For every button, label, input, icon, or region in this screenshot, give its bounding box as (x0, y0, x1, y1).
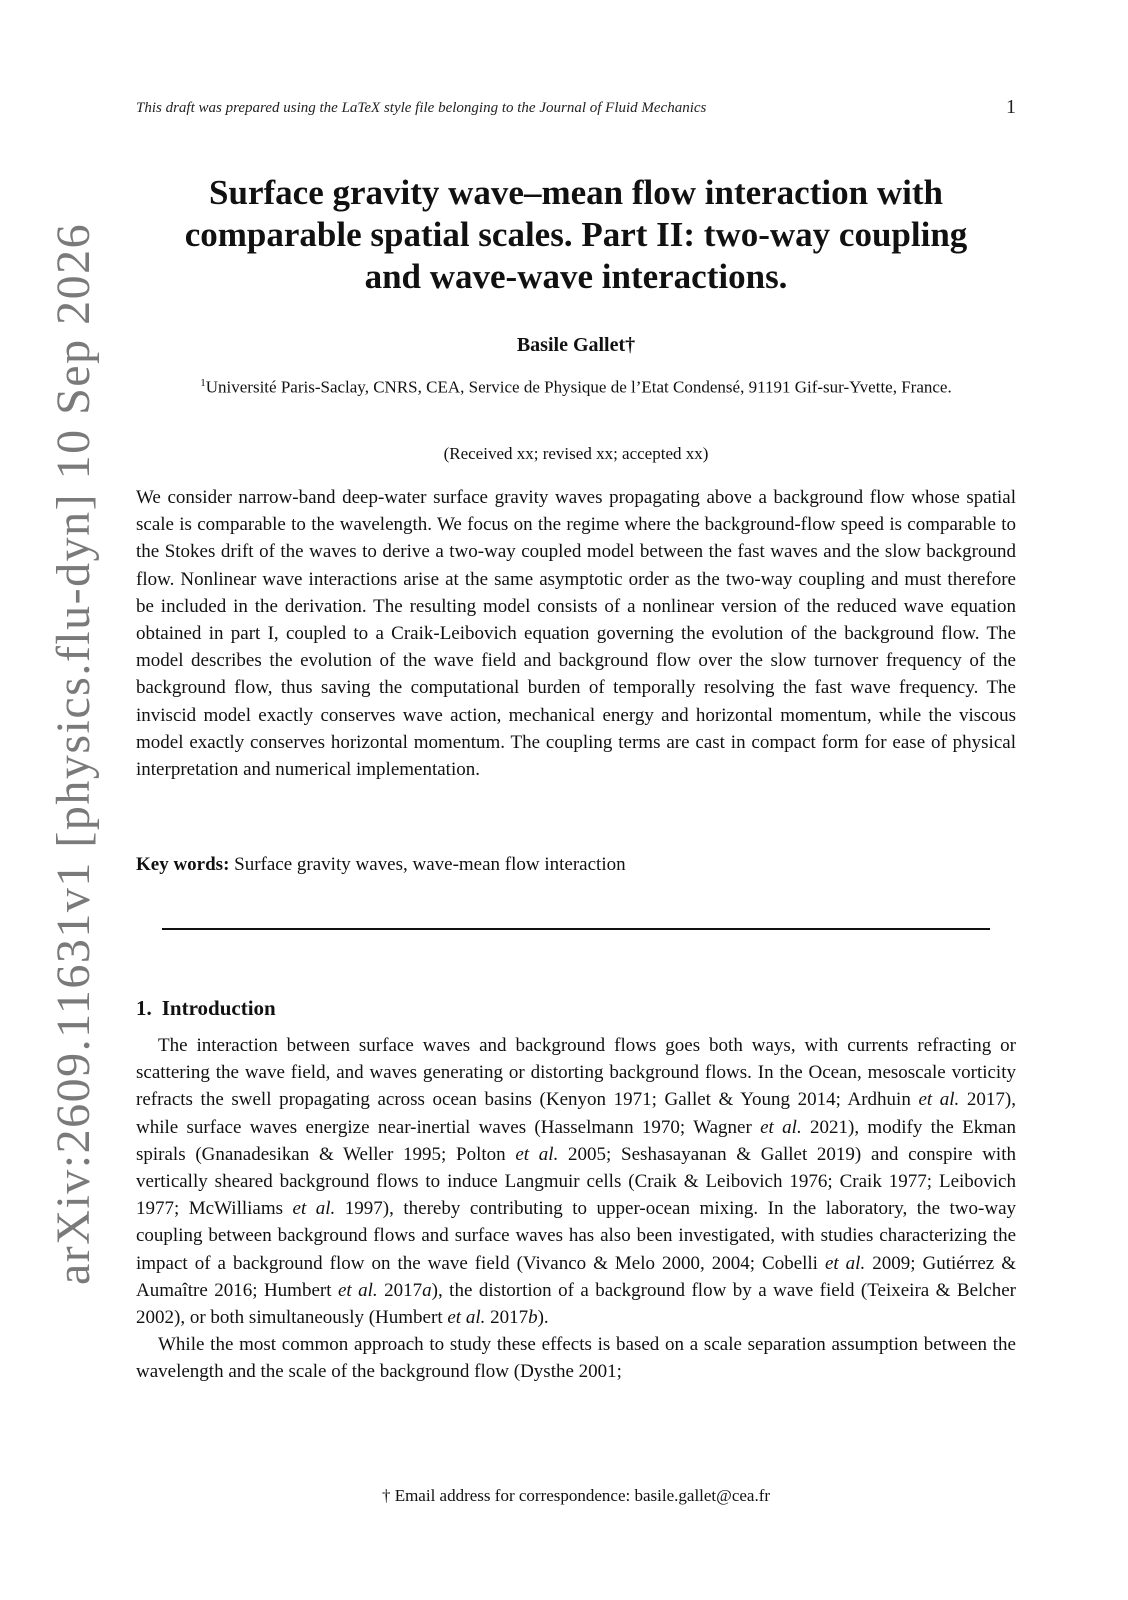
section-title: Introduction (161, 996, 276, 1020)
intro-paragraph-1 (136, 1032, 1016, 1331)
abstract-divider (162, 928, 990, 930)
citation-et-al: et al. (760, 1116, 802, 1138)
intro-p1-text: ), the distortion of a background flow by a wave field (Teixeira & Belcher 2002), or both simultaneously (Humbert (136, 1279, 1016, 1329)
keywords (136, 854, 1016, 876)
introduction-body (136, 1032, 1016, 1386)
citation-et-al: et al. (515, 1143, 559, 1165)
abstract: We consider narrow-band deep-water surface gravity waves propagating above a background flow whose spatial scale is comparable to the wavelength. We focus on the regime where the background-flow speed is comparable to the Stokes drift of the waves to derive a two-way coupled model between the fast waves and the slow background flow. Nonlinear wave interactions arise at the same asymptotic order as the two-way coupling and must therefore be included in the derivation. The resulting model consists of a nonlinear version of the reduced wave equation obtained in part I, coupled to a Craik-Leibovich equation governing the evolution of the background flow. The model describes the evolution of the wave field and background flow over the slow turnover frequency of the background flow, thus saving the computational burden of temporally resolving the fast wave frequency. The inviscid model exactly conserves wave action, mechanical energy and horizontal momentum, while the viscous model exactly conserves horizontal momentum. The coupling terms are cast in compact form for ease of physical interpretation and numerical implementation. (136, 487, 1016, 781)
citation-et-al: et al. (918, 1089, 960, 1111)
intro-p1-text: 1997), thereby contributing to upper-ocean mixing. In the laboratory, the two-way coupling between background flows and surface waves has also been investigated, with studies characterizing the impact of a background flow on the wave field (Vivanco & Melo 2000, 2004; Cobelli (136, 1198, 1017, 1274)
title-line-2: comparable spatial scales. Part II: two-way coupling (184, 215, 968, 254)
arxiv-identifier-stamp: arXiv:2609.11631v1 [physics.flu-dyn] 10 Sep 2026 (47, 222, 100, 1285)
journal-header-note: This draft was prepared using the LaTeX style file belonging to the Journal of Fluid Mechanics (136, 100, 707, 116)
title-line-1: Surface gravity wave–mean flow interaction with (209, 173, 943, 212)
intro-p1-text: 2009; Gutiérrez & Aumaître 2016; Humbert (136, 1252, 1016, 1301)
intro-p1-text: 2017 (377, 1279, 423, 1301)
author-name: Basile Gallet† (516, 334, 636, 356)
affiliation-text: Université Paris-Saclay, CNRS, CEA, Service de Physique de l’Etat Condensé, 91191 Gif-sur-Yvette, France. (205, 377, 952, 397)
citation-et-al: et al. (337, 1279, 378, 1301)
title-line-3: and wave-wave interactions. (364, 257, 788, 296)
affiliation-marker: 1 (200, 377, 206, 389)
section-heading-introduction (136, 996, 276, 1021)
citation-et-al: et al. (292, 1198, 336, 1220)
keywords-label: Key words: (136, 854, 230, 875)
intro-p1-text: 2017), while surface waves energize near-inertial waves (Hasselmann 1970; Wagner (136, 1089, 1016, 1138)
page-number: 1 (1006, 96, 1016, 118)
intro-paragraph-2: While the most common approach to study these effects is based on a scale separation assumption between the wavelength and the scale of the background flow (Dysthe 2001; (136, 1334, 1016, 1383)
received-dates: (Received xx; revised xx; accepted xx) (443, 444, 709, 463)
citation-suffix: b (528, 1307, 538, 1329)
author-affiliation (136, 372, 1016, 399)
paper-title (136, 172, 1016, 298)
intro-p1-text: 2021), modify the Ekman spirals (Gnanadesikan & Weller 1995; Polton (136, 1116, 1016, 1165)
citation-et-al: et al. (824, 1252, 866, 1274)
citation-et-al: et al. (447, 1307, 486, 1329)
intro-p1-text: The interaction between surface waves and background flows goes both ways, with currents refracting or scattering the wave field, and waves generating or distorting background flows. In the Ocean, mesoscale vorticity refracts the swell propagating across ocean basins (Kenyon 1971; Gallet & Young 2014; Ardhuin (136, 1035, 1016, 1111)
correspondence-footnote: † Email address for correspondence: basile.gallet@cea.fr (381, 1486, 771, 1505)
citation-suffix: a (422, 1279, 432, 1301)
section-number: 1. (136, 996, 152, 1020)
intro-p1-text: ). (537, 1307, 549, 1329)
intro-p1-text: 2017 (485, 1307, 529, 1329)
keywords-text: Surface gravity waves, wave-mean flow interaction (234, 854, 626, 875)
intro-p1-text: 2005; Seshasayanan & Gallet 2019) and conspire with vertically sheared background flows to induce Langmuir cells (Craik & Leibovich 1976; Craik 1977; Leibovich 1977; McWilliams (136, 1143, 1016, 1220)
